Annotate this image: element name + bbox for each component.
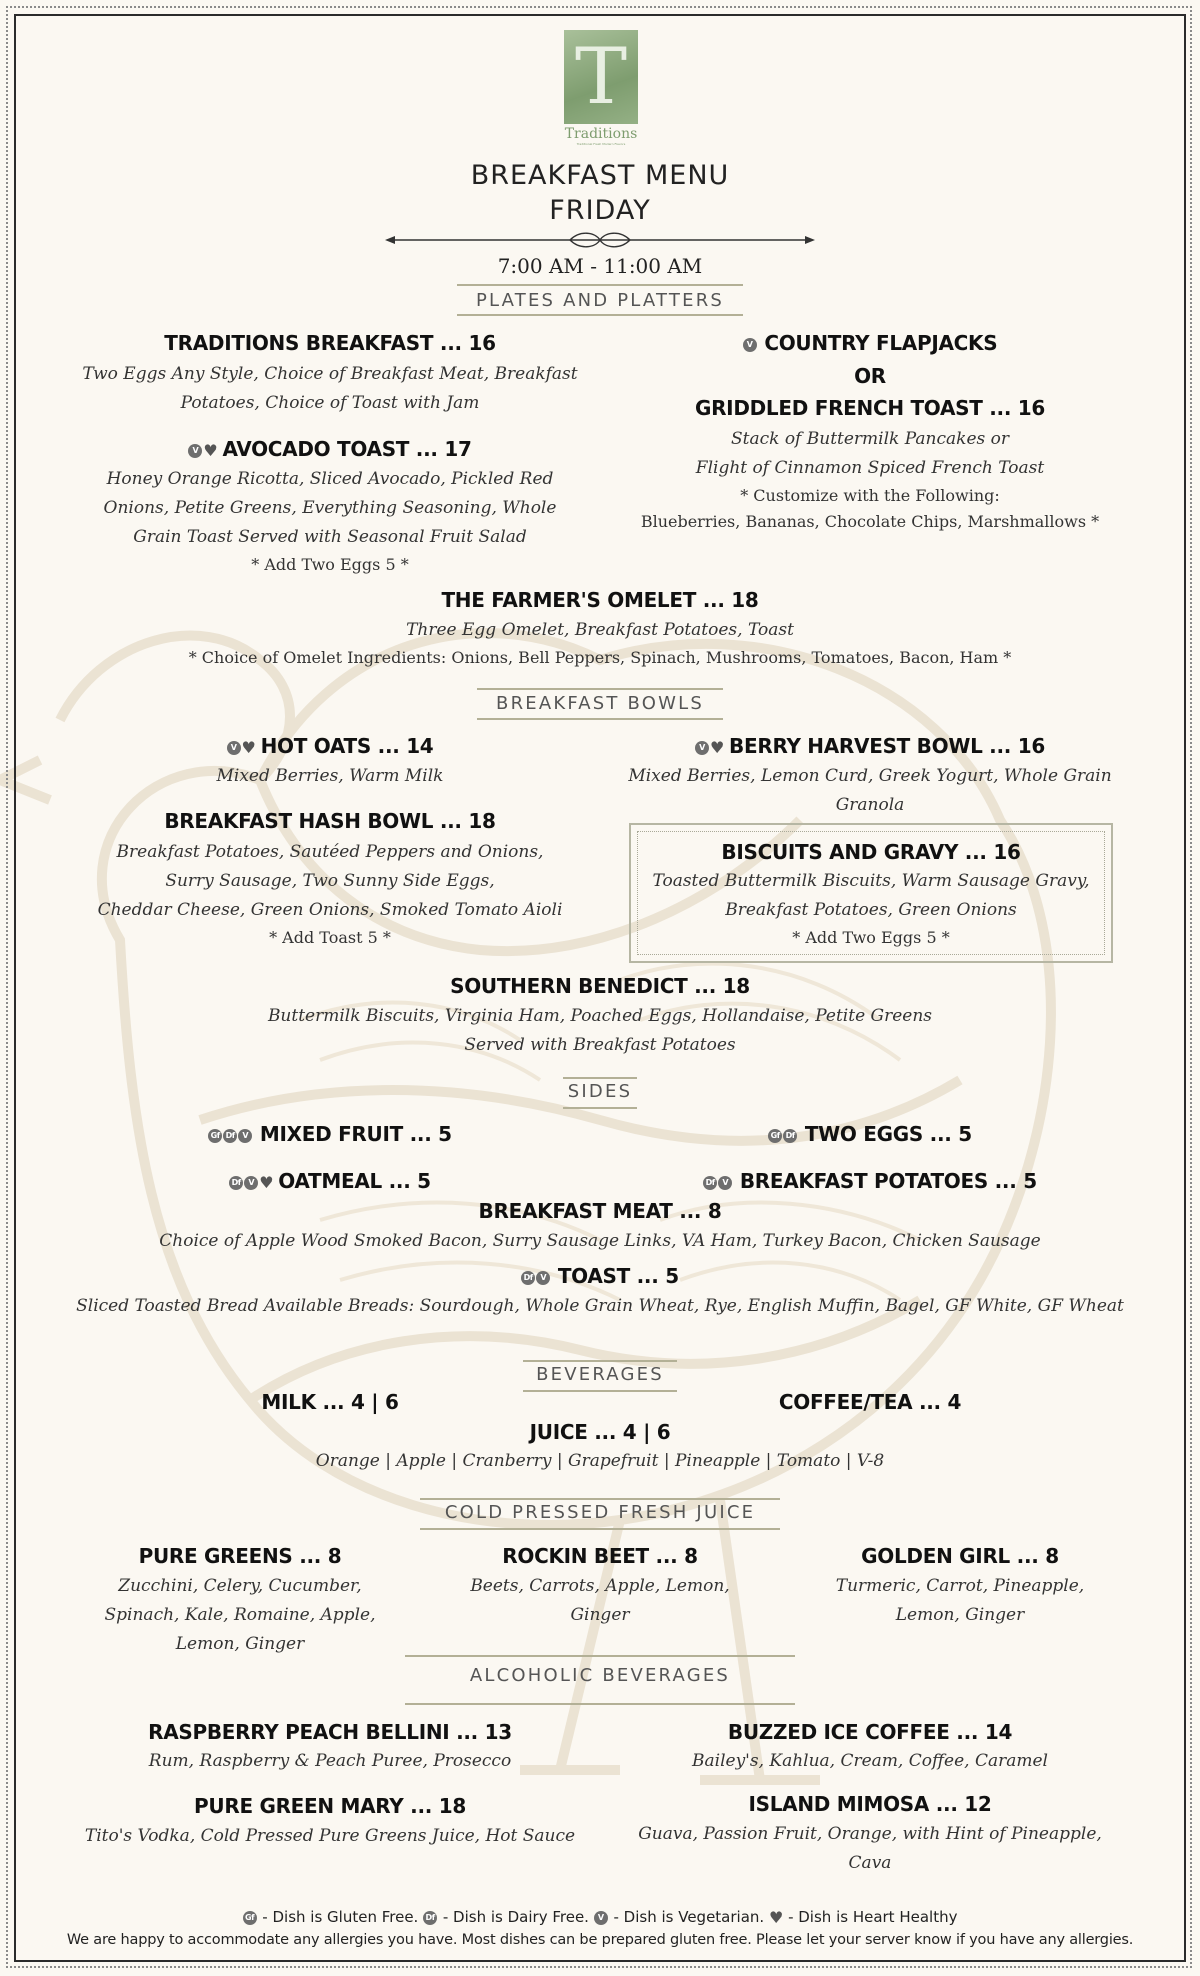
vegetarian-badge-icon: V [238,1129,252,1143]
mixed-fruit-name: MIXED FRUIT ... 5 [259,1122,452,1146]
toast-desc: Sliced Toasted Bread Available Breads: Sourdough, Whole Grain Wheat, Rye, English Muffin, Bagel, GF White, GF Wheat [76,1296,1124,1316]
item-griddled-french-toast: GRIDDLED FRENCH TOAST ... 16 [694,396,1046,420]
gluten-free-badge-icon: Gf [208,1129,222,1143]
item-island-mimosa: ISLAND MIMOSA ... 12 [748,1792,992,1816]
section-heading-sides: SIDES [567,1081,633,1102]
toast-name: TOAST ... 5 [557,1264,679,1288]
hash-bowl-desc-3: Cheddar Cheese, Green Onions, Smoked Tomato Aioli [97,900,563,920]
vegetarian-badge-icon: V [188,444,202,458]
avocado-toast-name: AVOCADO TOAST ... 17 [222,437,472,461]
dairy-free-badge-icon: Df [223,1129,237,1143]
item-toast [300,1264,900,1288]
avocado-toast-desc-1: Honey Orange Ricotta, Sliced Avocado, Pickled Red [106,469,554,489]
golden-girl-desc-1: Turmeric, Carrot, Pineapple, [835,1576,1085,1596]
ornament-divider [385,228,815,252]
rockin-beet-desc-1: Beets, Carrots, Apple, Lemon, [470,1576,730,1596]
heart-healthy-icon: ♥ [203,441,218,460]
legend-gluten-free: - Dish is Gluten Free. [257,1908,419,1926]
section-rule-top [523,1360,677,1362]
gluten-free-badge-icon: Gf [768,1129,782,1143]
dairy-free-badge-icon: Df [229,1176,243,1190]
legend-heart-healthy: - Dish is Heart Healthy [783,1908,958,1926]
traditions-breakfast-desc-2: Potatoes, Choice of Toast with Jam [180,393,480,413]
item-farmers-omelet: THE FARMER'S OMELET ... 18 [441,588,759,612]
section-rule-bottom [457,314,743,316]
legend-vegetarian: - Dish is Vegetarian. [608,1908,765,1926]
logo-emblem [564,30,638,124]
berry-harvest-desc-1: Mixed Berries, Lemon Curd, Greek Yogurt, Whole Grain [628,766,1112,786]
legend-dairy-free: - Dish is Dairy Free. [438,1908,589,1926]
golden-girl-desc-2: Lemon, Ginger [895,1605,1025,1625]
omelet-desc: Three Egg Omelet, Breakfast Potatoes, Toast [406,620,794,640]
section-rule-top [420,1498,780,1500]
omelet-note: * Choice of Omelet Ingredients: Onions, Bell Peppers, Spinach, Mushrooms, Tomatoes, Bacon, Ham * [188,648,1012,667]
hash-bowl-desc-1: Breakfast Potatoes, Sautéed Peppers and Onions, [116,842,544,862]
item-pure-green-mary: PURE GREEN MARY ... 18 [194,1794,466,1818]
flapjacks-or: OR [854,364,886,388]
vegetarian-badge-icon: V [594,1911,608,1925]
heart-healthy-icon: ♥ [259,1173,274,1192]
vegetarian-badge-icon: V [718,1176,732,1190]
logo-letter: T [574,32,628,122]
avocado-toast-note: * Add Two Eggs 5 * [251,555,409,574]
berry-harvest-name: BERRY HARVEST BOWL ... 16 [729,734,1045,758]
item-country-flapjacks [620,331,1120,355]
flapjacks-note-1: * Customize with the Following: [740,486,1000,505]
item-buzzed-ice-coffee: BUZZED ICE COFFEE ... 14 [727,1720,1013,1744]
item-juice: JUICE ... 4 | 6 [529,1420,671,1444]
vegetarian-badge-icon: V [743,338,757,352]
biscuits-desc-2: Breakfast Potatoes, Green Onions [725,900,1017,920]
allergy-footer-note: We are happy to accommodate any allergies you have. Most dishes can be prepared gluten free. Please let your server know if you have any allergies. [66,1932,1134,1948]
section-rule-top [405,1655,795,1657]
item-avocado-toast [80,437,580,461]
green-mary-desc: Tito's Vodka, Cold Pressed Pure Greens Juice, Hot Sauce [84,1826,576,1846]
item-golden-girl: GOLDEN GIRL ... 8 [861,1544,1059,1568]
berry-harvest-desc-2: Granola [835,795,905,815]
item-oatmeal [80,1169,580,1193]
mimosa-desc-1: Guava, Passion Fruit, Orange, with Hint of Pineapple, [638,1824,1102,1844]
section-rule-bottom [420,1528,780,1530]
section-heading-plates: PLATES AND PLATTERS [475,290,725,311]
vegetarian-badge-icon: V [536,1271,550,1285]
section-heading-alcoholic: ALCOHOLIC BEVERAGES [469,1665,731,1686]
menu-title-line1: BREAKFAST MENU [470,160,730,191]
item-berry-harvest-bowl [620,734,1120,758]
menu-title-line2: FRIDAY [549,195,651,226]
vegetarian-badge-icon: V [695,741,709,755]
hash-bowl-desc-2: Surry Sausage, Two Sunny Side Eggs, [165,871,495,891]
section-heading-beverages: BEVERAGES [536,1364,664,1385]
juice-desc: Orange | Apple | Cranberry | Grapefruit | Pineapple | Tomato | V-8 [315,1451,885,1471]
hash-bowl-note: * Add Toast 5 * [269,928,391,947]
section-rule-bottom [523,1390,677,1392]
heart-healthy-icon: ♥ [768,1908,784,1927]
item-coffee-tea: COFFEE/TEA ... 4 [778,1390,962,1414]
item-biscuits-and-gravy: BISCUITS AND GRAVY ... 16 [721,840,1021,864]
dietary-legend [100,1908,1100,1927]
pure-greens-desc-2: Spinach, Kale, Romaine, Apple, [104,1605,376,1625]
logo-tagline: Traditional Fresh Modern Flavors [576,142,626,146]
avocado-toast-desc-3: Grain Toast Served with Seasonal Fruit Salad [133,527,527,547]
item-raspberry-peach-bellini: RASPBERRY PEACH BELLINI ... 13 [148,1720,512,1744]
traditions-breakfast-desc-1: Two Eggs Any Style, Choice of Breakfast Meat, Breakfast [82,364,578,384]
section-rule-bottom [563,1107,637,1109]
flapjacks-name: COUNTRY FLAPJACKS [764,331,998,355]
section-rule-top [563,1077,637,1079]
item-pure-greens: PURE GREENS ... 8 [138,1544,342,1568]
dairy-free-badge-icon: Df [703,1176,717,1190]
dairy-free-badge-icon: Df [423,1911,437,1925]
item-two-eggs [620,1122,1120,1146]
hot-oats-name: HOT OATS ... 14 [260,734,434,758]
heart-healthy-icon: ♥ [710,738,725,757]
item-hot-oats [80,734,580,758]
service-hours: 7:00 AM - 11:00 AM [497,254,703,278]
section-heading-cold-pressed: COLD PRESSED FRESH JUICE [444,1502,756,1523]
item-breakfast-hash-bowl: BREAKFAST HASH BOWL ... 18 [164,809,496,833]
benedict-desc-1: Buttermilk Biscuits, Virginia Ham, Poached Eggs, Hollandaise, Petite Greens [267,1006,933,1026]
oatmeal-name: OATMEAL ... 5 [278,1169,431,1193]
hot-oats-desc: Mixed Berries, Warm Milk [216,766,444,786]
item-milk: MILK ... 4 | 6 [261,1390,399,1414]
mimosa-desc-2: Cava [848,1853,892,1873]
rockin-beet-desc-2: Ginger [570,1605,630,1625]
flapjacks-desc-1: Stack of Buttermilk Pancakes or [730,429,1010,449]
avocado-toast-desc-2: Onions, Petite Greens, Everything Seasoning, Whole [103,498,557,518]
pure-greens-desc-3: Lemon, Ginger [175,1634,305,1654]
breakfast-meat-desc: Choice of Apple Wood Smoked Bacon, Surry Sausage Links, VA Ham, Turkey Bacon, Chicken Sausage [159,1231,1041,1251]
ice-coffee-desc: Bailey's, Kahlua, Cream, Coffee, Caramel [692,1751,1048,1771]
dairy-free-badge-icon: Df [783,1129,797,1143]
vegetarian-badge-icon: V [227,741,241,755]
section-rule-top [477,688,723,690]
two-eggs-name: TWO EGGS ... 5 [804,1122,972,1146]
item-breakfast-potatoes [620,1169,1120,1193]
section-rule-bottom [405,1703,795,1705]
item-breakfast-meat: BREAKFAST MEAT ... 8 [478,1199,722,1223]
dairy-free-badge-icon: Df [521,1271,535,1285]
heart-healthy-icon: ♥ [241,738,256,757]
pure-greens-desc-1: Zucchini, Celery, Cucumber, [118,1576,362,1596]
biscuits-note: * Add Two Eggs 5 * [792,928,950,947]
logo-name: Traditions [564,126,638,142]
flapjacks-desc-2: Flight of Cinnamon Spiced French Toast [695,458,1045,478]
item-rockin-beet: ROCKIN BEET ... 8 [502,1544,698,1568]
biscuits-desc-1: Toasted Buttermilk Biscuits, Warm Sausage Gravy, [652,871,1090,891]
flapjacks-note-2: Blueberries, Bananas, Chocolate Chips, Marshmallows * [640,512,1100,531]
gluten-free-badge-icon: Gf [243,1911,257,1925]
section-heading-bowls: BREAKFAST BOWLS [496,693,704,714]
potatoes-name: BREAKFAST POTATOES ... 5 [739,1169,1037,1193]
item-traditions-breakfast: TRADITIONS BREAKFAST ... 16 [164,331,496,355]
item-southern-benedict: SOUTHERN BENEDICT ... 18 [450,974,750,998]
bellini-desc: Rum, Raspberry & Peach Puree, Prosecco [148,1751,512,1771]
benedict-desc-2: Served with Breakfast Potatoes [464,1035,736,1055]
item-mixed-fruit [80,1122,580,1146]
section-rule-top [457,284,743,286]
section-rule-bottom [477,718,723,720]
logo [563,30,639,150]
vegetarian-badge-icon: V [244,1176,258,1190]
